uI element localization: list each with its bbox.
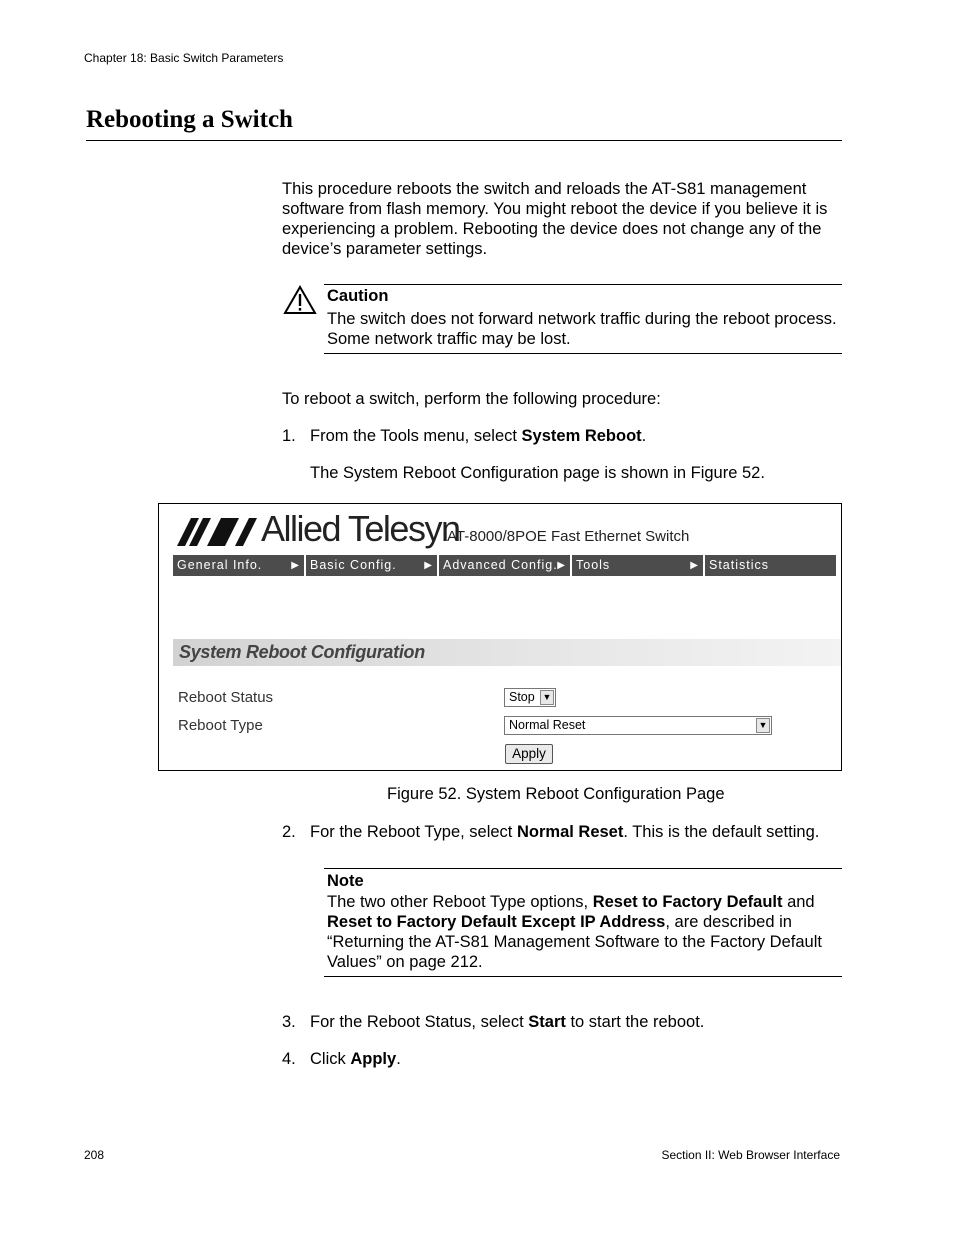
product-name: AT-8000/8POE Fast Ethernet Switch [447, 528, 690, 545]
menu-tools[interactable]: Tools ▶ [572, 555, 703, 576]
arrow-right-icon: ▶ [291, 560, 300, 571]
note-rule-top [324, 868, 842, 869]
arrow-right-icon: ▶ [690, 560, 699, 571]
figure-screenshot [158, 503, 842, 771]
procedure-lead: To reboot a switch, perform the following procedure: [282, 390, 661, 408]
allied-telesyn-logo-icon [177, 516, 257, 546]
menu-basic-config[interactable]: Basic Config. ▶ [306, 555, 437, 576]
caution-label: Caution [327, 287, 389, 305]
step-3-number: 3. [282, 1013, 296, 1031]
caution-rule-top [324, 284, 842, 285]
note-rule-bottom [324, 976, 842, 977]
figure-caption: Figure 52. System Reboot Configuration Page [387, 785, 725, 803]
chevron-down-icon: ▼ [540, 690, 554, 705]
menu-statistics[interactable]: Statistics [705, 555, 836, 576]
step-1-number: 1. [282, 427, 296, 445]
main-menu [173, 555, 838, 576]
page-number: 208 [84, 1148, 105, 1162]
reboot-type-select[interactable]: Normal Reset ▼ [504, 716, 772, 735]
reboot-type-label: Reboot Type [178, 717, 263, 734]
apply-button[interactable]: Apply [505, 744, 553, 764]
menu-advanced-config[interactable]: Advanced Config. ▶ [439, 555, 570, 576]
running-header: Chapter 18: Basic Switch Parameters [84, 51, 284, 65]
step-2-number: 2. [282, 823, 296, 841]
caution-text: The switch does not forward network traffic during the reboot process. Some network traffic may be lost. [327, 310, 837, 348]
note-label: Note [327, 872, 364, 890]
heading-rule [86, 140, 842, 141]
menu-general-info[interactable]: General Info. ▶ [173, 555, 304, 576]
chevron-down-icon: ▼ [756, 718, 770, 733]
step-3-text: For the Reboot Status, select Start to start the reboot. [310, 1013, 705, 1031]
warning-triangle-icon [283, 285, 317, 315]
note-text: The two other Reboot Type options, Reset to Factory Default and Reset to Factory Default Except IP Address, are described in “Returning the AT-S81 Management Software to the Factory Default Values” on page 212. [327, 893, 822, 971]
page-title: System Reboot Configuration [179, 642, 425, 662]
intro-paragraph: This procedure reboots the switch and reloads the AT-S81 management software from flash memory. You might reboot the device if you believe it is experiencing a problem. Rebooting the device does not change any of the device’s parameter settings. [282, 180, 828, 258]
reboot-status-select[interactable]: Stop ▼ [504, 688, 556, 707]
caution-rule-bottom [324, 353, 842, 354]
arrow-right-icon: ▶ [424, 560, 433, 571]
step-1-followup: The System Reboot Configuration page is shown in Figure 52. [310, 464, 765, 482]
step-4-text: Click Apply. [310, 1050, 401, 1068]
step-4-number: 4. [282, 1050, 296, 1068]
footer-section: Section II: Web Browser Interface [661, 1148, 840, 1162]
page-title-band [173, 639, 841, 666]
arrow-right-icon: ▶ [557, 560, 566, 571]
reboot-status-label: Reboot Status [178, 689, 274, 706]
step-1-text: From the Tools menu, select System Reboot. [310, 427, 647, 445]
section-title: Rebooting a Switch [86, 106, 293, 133]
brand-name: Allied Telesyn [261, 508, 460, 549]
step-2-text: For the Reboot Type, select Normal Reset. This is the default setting. [310, 823, 820, 841]
